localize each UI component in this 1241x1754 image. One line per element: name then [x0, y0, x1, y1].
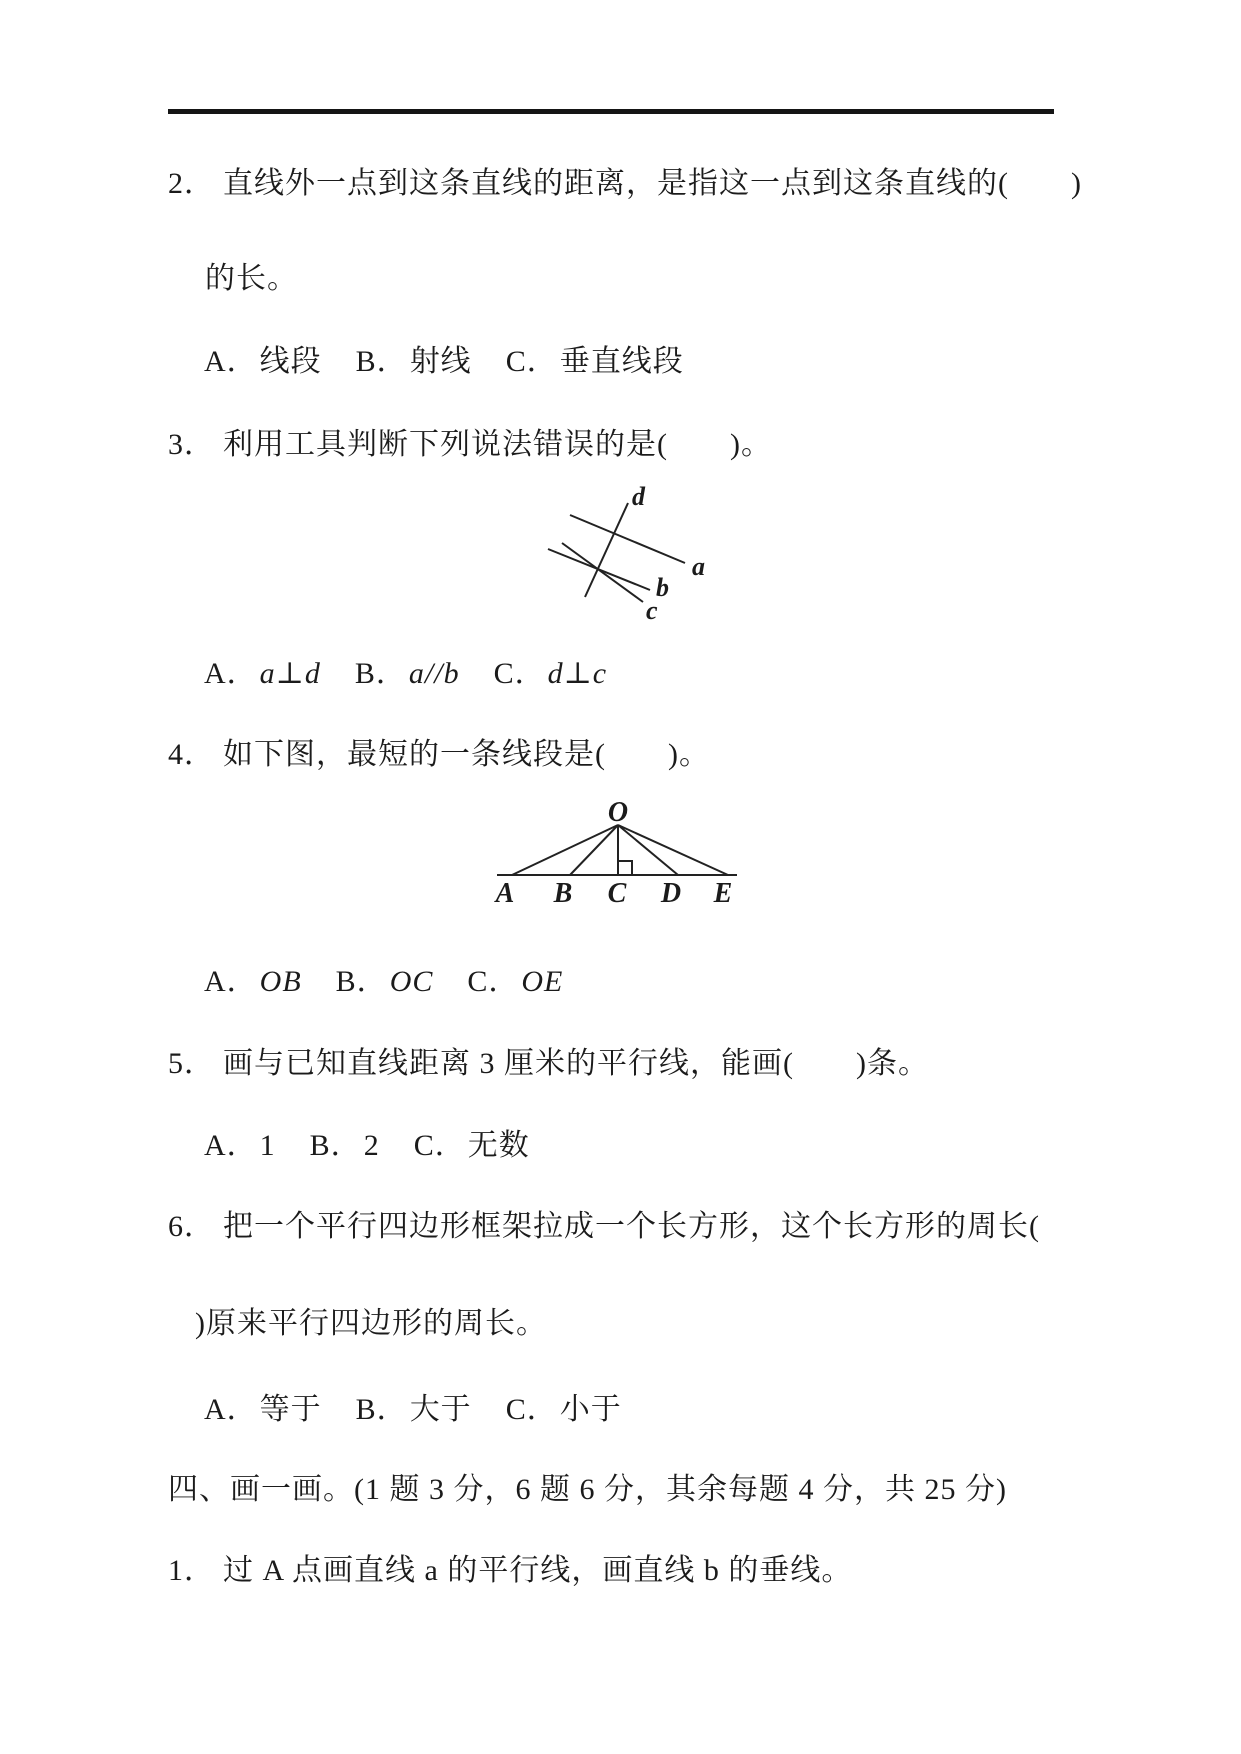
- figure3-label-a: a: [692, 552, 705, 581]
- figure4-right-angle-mark: [618, 861, 632, 875]
- option-c: C．无数: [413, 1129, 530, 1162]
- figure4-label-a: A: [495, 878, 515, 909]
- figure4-label-e: E: [713, 878, 733, 909]
- section-4-score-note: (1 题 3 分，6 题 6 分，其余每题 4 分，共 25 分): [354, 1473, 1007, 1506]
- question-6-text-continued: )原来平行四边形的周长。: [195, 1307, 547, 1340]
- figure4-label-c: C: [607, 878, 627, 909]
- question-6-number: 6．: [168, 1210, 215, 1243]
- section-4-title: 四、画一画。: [168, 1473, 354, 1506]
- section-4-heading: [168, 1472, 1007, 1508]
- option-c: C．d⊥c: [493, 657, 608, 690]
- figure3-line-a: [570, 515, 685, 563]
- question-3-number: 3．: [168, 428, 215, 461]
- figure4-label-d: D: [660, 878, 682, 909]
- question-6-options: [204, 1392, 622, 1428]
- option-b: B．2: [309, 1129, 380, 1162]
- figure3-label-d: d: [632, 483, 645, 511]
- option-a: A．线段: [204, 345, 322, 378]
- question-2-text-continued: 的长。: [205, 262, 298, 295]
- option-c: C．小于: [505, 1393, 622, 1426]
- figure3-line-d: [585, 503, 628, 597]
- question-4-text: 如下图，最短的一条线段是( )。: [223, 738, 710, 771]
- question-5-number: 5．: [168, 1047, 215, 1080]
- item-1-text: 过 A 点画直线 a 的平行线，画直线 b 的垂线。: [223, 1554, 853, 1587]
- question-6-line-2: [195, 1306, 547, 1342]
- question-2-options: [204, 344, 684, 380]
- section-4-item-1: [168, 1553, 852, 1589]
- header-rule: [168, 109, 1054, 114]
- question-2-text: 直线外一点到这条直线的距离，是指这一点到这条直线的( ): [223, 167, 1082, 200]
- question-5-text: 画与已知直线距离 3 厘米的平行线，能画( )条。: [223, 1047, 929, 1080]
- option-b: B．大于: [355, 1393, 472, 1426]
- figure4-segment-oa: [512, 825, 618, 875]
- question-3-text: 利用工具判断下列说法错误的是( )。: [223, 428, 772, 461]
- question-4-figure: [435, 792, 750, 912]
- option-b: B．a//b: [354, 657, 460, 690]
- figure4-segment-od: [618, 825, 678, 875]
- question-3-line: [168, 427, 772, 463]
- question-3-figure: [500, 483, 710, 628]
- figure4-segment-oe: [618, 825, 728, 875]
- figure4-label-b: B: [553, 878, 573, 909]
- option-a: A．a⊥d: [204, 657, 321, 690]
- option-a: A．OB: [204, 965, 302, 998]
- question-5-line: [168, 1046, 929, 1082]
- question-2-line-2: [205, 261, 298, 297]
- question-3-options: [204, 656, 607, 692]
- figure4-label-o: O: [607, 797, 629, 828]
- question-6-line-1: [168, 1209, 1040, 1245]
- question-6-text: 把一个平行四边形框架拉成一个长方形，这个长方形的周长(: [223, 1210, 1040, 1243]
- figure4-segment-ob: [570, 825, 618, 875]
- item-1-number: 1．: [168, 1554, 215, 1587]
- option-a: A．等于: [204, 1393, 322, 1426]
- option-c: C．垂直线段: [505, 345, 684, 378]
- question-2-line-1: [168, 166, 1082, 202]
- option-b: B．OC: [335, 965, 434, 998]
- question-4-options: [204, 964, 563, 1000]
- option-b: B．射线: [355, 345, 472, 378]
- question-4-number: 4．: [168, 738, 215, 771]
- question-4-line: [168, 737, 710, 773]
- option-a: A．1: [204, 1129, 276, 1162]
- figure3-label-b: b: [656, 573, 669, 602]
- figure3-line-c: [562, 543, 643, 602]
- option-c: C．OE: [467, 965, 564, 998]
- figure3-label-c: c: [646, 596, 658, 625]
- question-5-options: [204, 1128, 530, 1164]
- question-2-number: 2．: [168, 167, 215, 200]
